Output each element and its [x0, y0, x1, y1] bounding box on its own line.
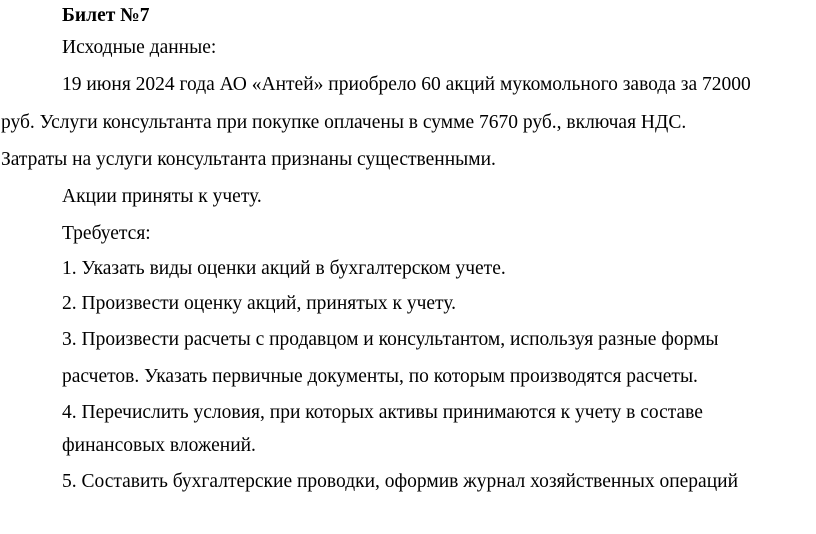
ticket-title: Билет №7 [62, 5, 150, 26]
text-line: Исходные данные: [62, 37, 217, 58]
text-line: 5. Составить бухгалтерские проводки, оформив журнал хозяйственных операций [62, 471, 739, 492]
text-line: руб. Услуги консультанта при покупке оплачены в сумме 7670 руб., включая НДС. [1, 112, 687, 133]
text-line: расчетов. Указать первичные документы, по которым производятся расчеты. [62, 366, 698, 387]
text-line: Требуется: [62, 223, 151, 244]
text-line: 19 июня 2024 года АО «Антей» приобрело 60 акций мукомольного завода за 72000 [62, 74, 751, 95]
text-line: 3. Произвести расчеты с продавцом и консультантом, используя разные формы [62, 329, 719, 350]
text-line: Затраты на услуги консультанта признаны существенными. [1, 149, 496, 170]
text-line: 4. Перечислить условия, при которых активы принимаются к учету в составе [62, 402, 703, 423]
text-line: 1. Указать виды оценки акций в бухгалтерском учете. [62, 258, 506, 279]
text-line: 2. Произвести оценку акций, принятых к учету. [62, 293, 456, 314]
text-line: Акции приняты к учету. [62, 186, 262, 207]
text-line: финансовых вложений. [62, 435, 256, 456]
